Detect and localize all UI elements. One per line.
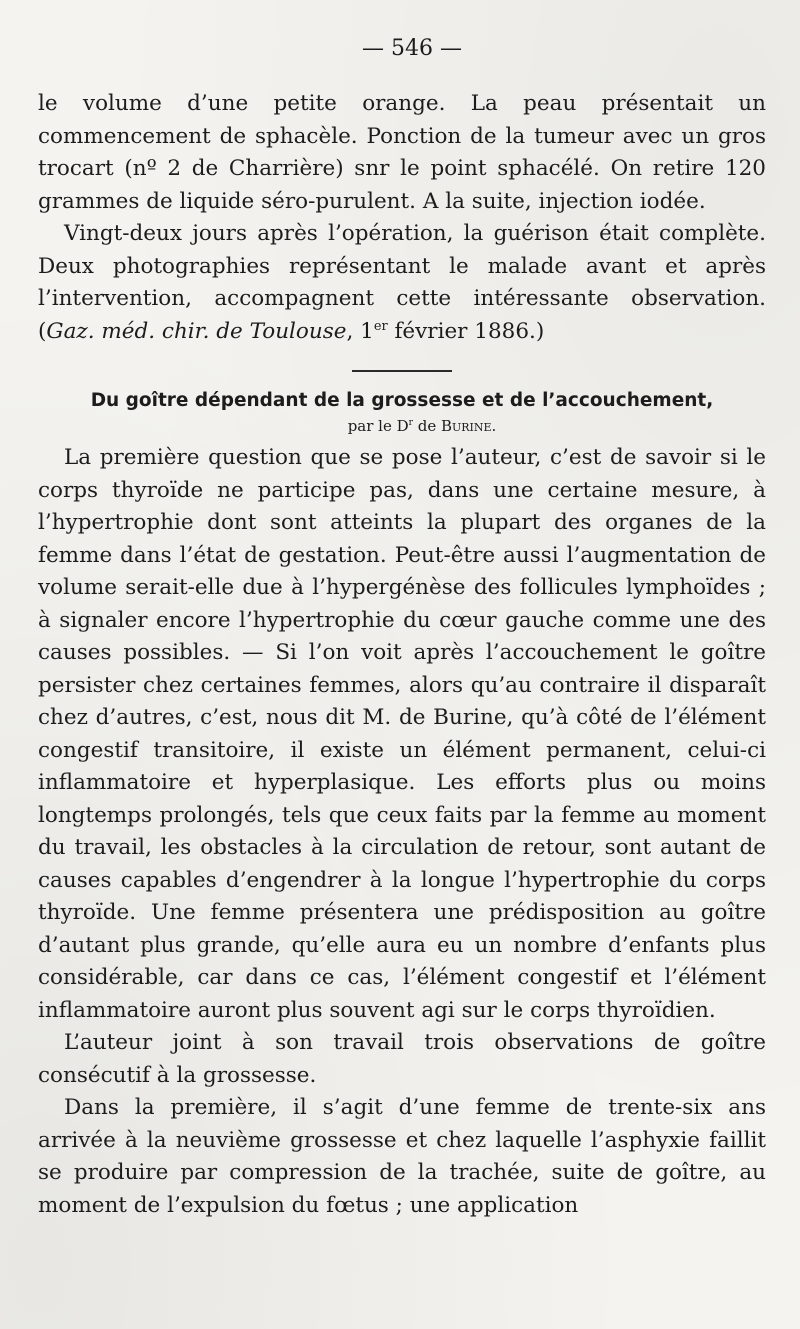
author-line [38, 414, 766, 438]
author-de: de [412, 417, 441, 435]
journal-citation: Gaz. méd. chir. de Toulouse [46, 318, 347, 344]
section-divider [352, 370, 452, 372]
author-name: Burine. [440, 417, 497, 435]
page-number: — 546 — [362, 36, 462, 61]
paragraph-continuation: le volume d’une petite orange. La peau présentait un commencement de sphacèle. Ponction de la tumeur avec un gros trocart (nº 2 de Charrière) snr le point sphacélé. On retire 120 grammes de liquide séro-purulent. A la suite, injection iodée. [38, 91, 766, 214]
paragraph-outcome-text: Vingt-deux jours après l’opération, la guérison était complète. Deux photographies représentant le malade avant et après l’intervention, accompagnent cette intéressante observation. ( [38, 221, 766, 344]
citation-date: février 1886.) [387, 318, 545, 344]
paragraph-outcome [38, 218, 766, 348]
citation-day-sup: er [373, 318, 388, 334]
paragraph-observations: L’auteur joint à son travail trois observations de goître consécutif à la grossesse. [38, 1030, 766, 1088]
paragraph-main: La première question que se pose l’auteur, c’est de savoir si le corps thyroïde ne participe pas, dans une certaine mesure, à l’hypertrophie dont sont atteints la plupart des organes de la femme dans l’état de gestation. Peut-être aussi l’augmentation de volume serait-elle due à l’hypergénèse des follicules lymphoïdes ; à signaler encore l’hypertrophie du cœur gauche comme une des causes possibles. — Si l’on voit après l’accouchement le goître persister chez certaines femmes, alors qu’au contraire il disparaît chez d’autres, c’est, nous dit M. de Burine, qu’à côté de l’élément congestif transitoire, il existe un élément permanent, celui-ci inflammatoire et hyperplasique. Les efforts plus ou moins longtemps prolongés, tels que ceux faits par la femme au moment du travail, les obstacles à la circulation de retour, sont autant de causes capables d’engendrer à la longue l’hypertrophie du corps thyroïde. Une femme présentera une prédisposition au goître d’autant plus grande, qu’elle aura eu un nombre d’enfants plus considérable, car dans ce cas, l’élément congestif et l’élément inflammatoire auront plus souvent agi sur le corps thyroïdien. [38, 445, 766, 1023]
paragraph-first-case: Dans la première, il s’agit d’une femme de trente-six ans arrivée à la neuvième grossesse et chez laquelle l’asphyxie faillit se produire par compression de la trachée, suite de goître, au moment de l’expulsion du fœtus ; une application [38, 1095, 766, 1218]
section-title: Du goître dépendant de la grossesse et de l’accouchement, [90, 390, 714, 411]
author-title-sup: r [408, 418, 413, 428]
author-prefix: par le D [347, 417, 409, 435]
citation-day: , 1 [346, 318, 374, 344]
